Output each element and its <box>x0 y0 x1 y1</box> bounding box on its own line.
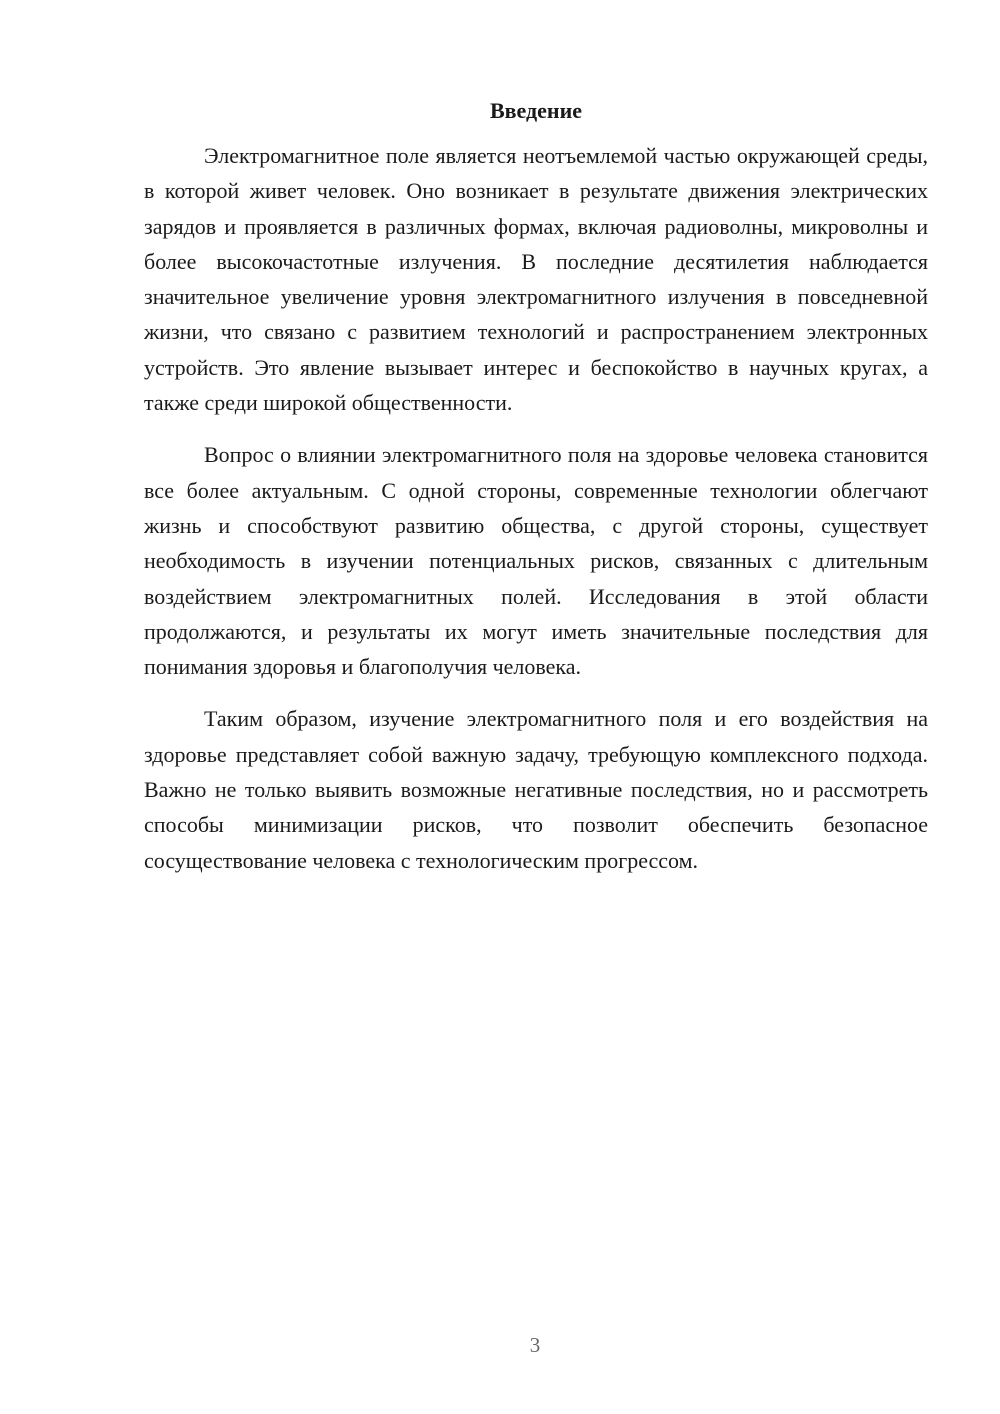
paragraph-1: Электромагнитное поле является неотъемлемой частью окружающей среды, в которой живет человек. Оно возникает в результате движения электрических зарядов и проявляется в различных формах, включая радиоволны, микроволны и более высокочастотные излучения. В последние десятилетия наблюдается значительное увеличение уровня электромагнитного излучения в повседневной жизни, что связано с развитием технологий и распространением электронных устройств. Это явление вызывает интерес и беспокойство в научных кругах, а также среди широкой общественности. <box>144 143 928 416</box>
paragraph-2: Вопрос о влиянии электромагнитного поля на здоровье человека становится все более актуальным. С одной стороны, современные технологии облегчают жизнь и способствуют развитию общества, с другой стороны, существует необходимость в изучении потенциальных рисков, связанных с длительным воздействием электромагнитных полей. Исследования в этой области продолжаются, и результаты их могут иметь значительные последствия для понимания здоровья и благополучия человека. <box>144 442 928 680</box>
page-number: 3 <box>529 1333 541 1357</box>
section-heading: Введение <box>489 98 583 123</box>
paragraph-3: Таким образом, изучение электромагнитного поля и его воздействия на здоровье представляет собой важную задачу, требующую комплексного подхода. Важно не только выявить возможные негативные последствия, но и рассмотреть способы минимизации рисков, что позволит обеспечить безопасное сосуществование человека с технологическим прогрессом. <box>144 706 928 873</box>
page-content <box>144 93 928 895</box>
